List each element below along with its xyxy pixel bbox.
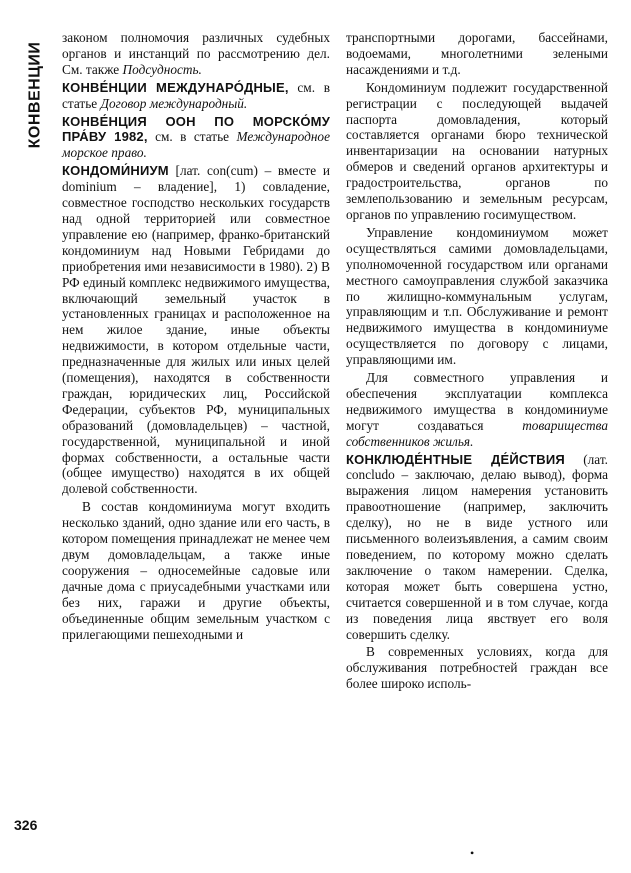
dictionary-entry-konventsiya-oon [62, 114, 330, 162]
cross-reference: Договор международный. [100, 95, 248, 111]
continued-paragraph: транспортными дорогами, бассейнами, водоемами, многолетними зелеными насаждениями и т.д. [346, 30, 608, 77]
entry-text: (лат. concludo – заключаю, делаю вывод), форма выражения лицом намерения установить правоотношение (например, заключить сделку), но не в виде устного или письменного волеизъявления, а самим своим поведением, по которому можно сделать заключение о таком намерении. Сделка, которая может быть совершена устно, считается совершенной и в том случае, когда из поведения лица явствует его воля совершить сделку. [346, 451, 608, 642]
running-head-text: КОНВЕНЦИИ [26, 41, 44, 149]
body-paragraph [346, 370, 608, 450]
dictionary-entry-konkludentnye [346, 452, 608, 643]
entry-text: см. в статье [147, 129, 237, 145]
page-number: 326 [14, 817, 38, 833]
dictionary-entry-konventsii [62, 80, 330, 112]
entry-term: КОНДОМИ́НИУМ [62, 163, 169, 179]
body-paragraph: Управление кондоминиумом может осуществляться самими домовладельцами, уполномоченной государством или органами местного самоуправления службой заказчика по жилищно-коммунальным услугам, управляющим и т.п. Обслуживание и ремонт недвижимого имущества в кондоминиуме осуществляется по договору с лицами, управляющими им. [346, 224, 608, 368]
continued-text: законом полномочия различных судебных органов и инстанций по рассмотрению дел. См. также [62, 30, 330, 77]
entry-text: [лат. con(cum) – вместе и dominium – владение], 1) совладение, совместное господство нескольких государств над одной территорией или совместное управление ею (например, франко-британский кондоминиум над Новыми Гебридами до приобретения ими независимости в 1980). 2) В РФ единый комплекс недвижимого имущества, включающий земельный участок в установленных границах и расположенное на нем жилое здание, иные объекты недвижимости, в котором отдельные части, предназначенные для жилых или иных целей (помещения), находятся в собственности граждан, юридических лиц, Российской Федерации, субъектов РФ, муниципальных образований (домовладельцев) – частной, государственной, муниципальной и иной формах собственности, а остальные части (общее имущество) находятся в их общей долевой собственности. [62, 163, 330, 497]
cross-reference: Международное морское право. [62, 129, 330, 161]
entry-text: см. в статье [62, 79, 330, 111]
continued-paragraph [62, 30, 330, 78]
right-column [346, 30, 608, 692]
running-head [18, 30, 52, 160]
entry-term: КОНКЛЮДЕ́НТНЫЕ ДЕ́ЙСТВИЯ [346, 451, 565, 467]
entry-term: КОНВЕ́НЦИИ МЕЖДУНАРО́ДНЫЕ, [62, 79, 289, 95]
print-dot: • [470, 846, 475, 860]
dictionary-entry-kondominium [62, 163, 330, 497]
body-paragraph: В состав кондоминиума могут входить несколько зданий, одно здание или его часть, в котором помещения принадлежат не менее чем двум домовладельцам, а также иные сооружения – односемейные садовые или дачные дома с приусадебными участками или без них, гаражи и другие объекты, объединенные общим земельным участком с прилегающими пешеходными и [62, 499, 330, 642]
left-column [62, 30, 330, 642]
body-paragraph: Кондоминиум подлежит государственной регистрации с последующей выдачей паспорта домовладения, который составляется органами бюро технической инвентаризации на основании натурных обмеров и сведений органов архитектуры и градостроительства, органов по землепользованию и земельным ресурсам, органов по управлению госимуществом. [346, 79, 608, 222]
entry-term: КОНВЕ́НЦИЯ ООН ПО МОРСКО́МУ ПРА́ВУ 1982, [62, 113, 330, 145]
paragraph-text: Для совместного управления и обеспечения эксплуатации комплекса недвижимого имущества в кондоминиуме могут создаваться [346, 370, 608, 433]
body-paragraph: В современных условиях, когда для обслуживания потребностей граждан все более широко исполь- [346, 644, 608, 692]
cross-reference: Подсудность. [122, 61, 202, 77]
cross-reference: товарищества собственников жилья. [346, 417, 608, 449]
